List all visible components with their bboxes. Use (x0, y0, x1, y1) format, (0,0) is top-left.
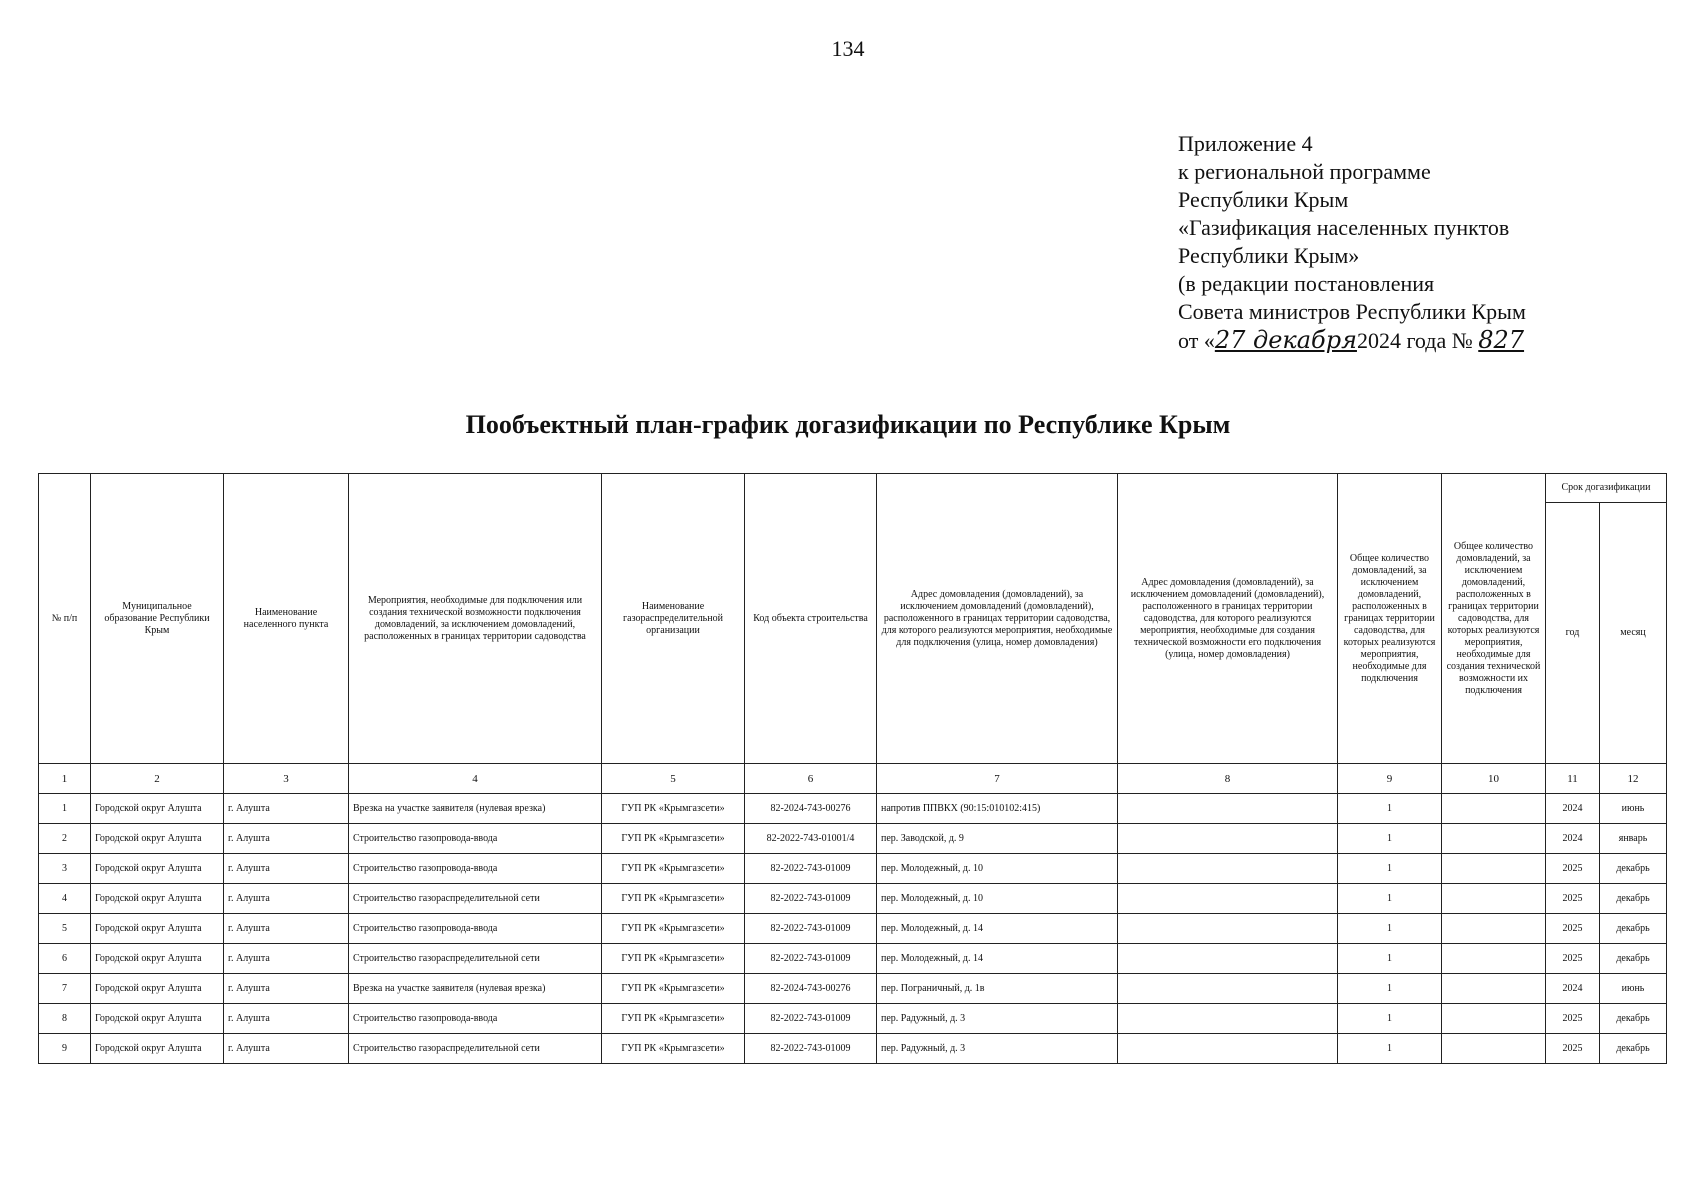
settlement-cell: г. Алушта (224, 914, 349, 944)
address-tech-cell (1118, 884, 1338, 914)
column-number: 5 (602, 764, 745, 794)
header-month: месяц (1600, 503, 1667, 764)
row-number: 4 (39, 884, 91, 914)
table-row (39, 854, 1667, 884)
measure-cell: Строительство газопровода-ввода (349, 854, 602, 884)
appendix-line: Республики Крым (1178, 187, 1349, 212)
header-year: год (1546, 503, 1600, 764)
column-number: 4 (349, 764, 602, 794)
column-number: 3 (224, 764, 349, 794)
organization-cell: ГУП РК «Крымгазсети» (602, 854, 745, 884)
column-number-row (39, 764, 1667, 794)
month-cell: декабрь (1600, 1034, 1667, 1064)
month-cell: декабрь (1600, 884, 1667, 914)
header-municipality: Муниципальное образование Республики Крым (91, 474, 224, 764)
column-number: 10 (1442, 764, 1546, 794)
table-body (39, 794, 1667, 1064)
municipality-cell: Городской округ Алушта (91, 974, 224, 1004)
table-row (39, 884, 1667, 914)
year-cell: 2024 (1546, 974, 1600, 1004)
count-tech-cell (1442, 824, 1546, 854)
address-tech-cell (1118, 914, 1338, 944)
organization-cell: ГУП РК «Крымгазсети» (602, 944, 745, 974)
count-tech-cell (1442, 794, 1546, 824)
header-settlement: Наименование населенного пункта (224, 474, 349, 764)
header-object-code: Код объекта строительства (745, 474, 877, 764)
municipality-cell: Городской округ Алушта (91, 1004, 224, 1034)
address-tech-cell (1118, 854, 1338, 884)
count-tech-cell (1442, 914, 1546, 944)
table-row (39, 824, 1667, 854)
plan-table (38, 473, 1667, 1064)
object-code-cell: 82-2022-743-01009 (745, 1004, 877, 1034)
municipality-cell: Городской округ Алушта (91, 1034, 224, 1064)
address-connect-cell: пер. Пограничный, д. 1в (877, 974, 1118, 1004)
address-tech-cell (1118, 824, 1338, 854)
address-connect-cell: пер. Молодежный, д. 14 (877, 944, 1118, 974)
date-suffix: 2024 года № (1356, 328, 1473, 353)
header-address-tech: Адрес домовладения (домовладений), за исключением домовладений (домовладений), расположенного в границах территории садоводства, для которого реализуются мероприятия, необходимые для создания технической возможности его подключения (улица, номер домовладения) (1118, 474, 1338, 764)
settlement-cell: г. Алушта (224, 944, 349, 974)
count-connect-cell: 1 (1338, 914, 1442, 944)
header-term-group: Срок догазификации (1546, 474, 1667, 503)
measure-cell: Строительство газопровода-ввода (349, 914, 602, 944)
table-row (39, 974, 1667, 1004)
settlement-cell: г. Алушта (224, 854, 349, 884)
handwritten-date: 27 декабря (1214, 326, 1357, 354)
measure-cell: Строительство газораспределительной сети (349, 1034, 602, 1064)
row-number: 5 (39, 914, 91, 944)
count-connect-cell: 1 (1338, 884, 1442, 914)
address-tech-cell (1118, 944, 1338, 974)
address-connect-cell: пер. Молодежный, д. 14 (877, 914, 1118, 944)
object-code-cell: 82-2022-743-01009 (745, 854, 877, 884)
header-organization: Наименование газораспределительной организации (602, 474, 745, 764)
count-tech-cell (1442, 884, 1546, 914)
column-number: 6 (745, 764, 877, 794)
year-cell: 2025 (1546, 1004, 1600, 1034)
address-connect-cell: пер. Молодежный, д. 10 (877, 854, 1118, 884)
page-number: 134 (831, 36, 865, 61)
settlement-cell: г. Алушта (224, 974, 349, 1004)
object-code-cell: 82-2022-743-01009 (745, 884, 877, 914)
count-tech-cell (1442, 1004, 1546, 1034)
header-count-connect: Общее количество домовладений, за исключением домовладений, расположенных в границах территории садоводства, для которых реализуются мероприятия, необходимые для подключения (1338, 474, 1442, 764)
header-address-connect: Адрес домовладения (домовладений), за исключением домовладений (домовладений), расположенного в границах территории садоводства, для которого реализуются мероприятия, необходимые для подключения (улица, номер домовладения) (877, 474, 1118, 764)
row-number: 6 (39, 944, 91, 974)
count-connect-cell: 1 (1338, 1004, 1442, 1034)
month-cell: июнь (1600, 974, 1667, 1004)
address-tech-cell (1118, 1034, 1338, 1064)
year-cell: 2025 (1546, 854, 1600, 884)
address-connect-cell: пер. Радужный, д. 3 (877, 1004, 1118, 1034)
municipality-cell: Городской округ Алушта (91, 944, 224, 974)
organization-cell: ГУП РК «Крымгазсети» (602, 1034, 745, 1064)
column-number: 8 (1118, 764, 1338, 794)
object-code-cell: 82-2022-743-01009 (745, 1034, 877, 1064)
appendix-line: Совета министров Республики Крым (1178, 299, 1526, 324)
measure-cell: Врезка на участке заявителя (нулевая врезка) (349, 974, 602, 1004)
month-cell: январь (1600, 824, 1667, 854)
settlement-cell: г. Алушта (224, 884, 349, 914)
object-code-cell: 82-2022-743-01009 (745, 944, 877, 974)
organization-cell: ГУП РК «Крымгазсети» (602, 974, 745, 1004)
appendix-date-line (1178, 326, 1598, 355)
handwritten-number: 827 (1478, 326, 1525, 354)
row-number: 7 (39, 974, 91, 1004)
header-measures: Мероприятия, необходимые для подключения или создания технической возможности подключения домовладений, за исключением домовладений, расположенных в границах территории садоводства (349, 474, 602, 764)
count-connect-cell: 1 (1338, 1034, 1442, 1064)
year-cell: 2025 (1546, 884, 1600, 914)
object-code-cell: 82-2022-743-01001/4 (745, 824, 877, 854)
object-code-cell: 82-2024-743-00276 (745, 974, 877, 1004)
month-cell: декабрь (1600, 944, 1667, 974)
organization-cell: ГУП РК «Крымгазсети» (602, 914, 745, 944)
count-connect-cell: 1 (1338, 974, 1442, 1004)
table-row (39, 1034, 1667, 1064)
row-number: 3 (39, 854, 91, 884)
address-connect-cell: пер. Молодежный, д. 10 (877, 884, 1118, 914)
address-tech-cell (1118, 974, 1338, 1004)
table-row (39, 794, 1667, 824)
settlement-cell: г. Алушта (224, 1004, 349, 1034)
object-code-cell: 82-2024-743-00276 (745, 794, 877, 824)
count-connect-cell: 1 (1338, 824, 1442, 854)
organization-cell: ГУП РК «Крымгазсети» (602, 1004, 745, 1034)
header-num: № п/п (39, 474, 91, 764)
measure-cell: Строительство газопровода-ввода (349, 1004, 602, 1034)
month-cell: июнь (1600, 794, 1667, 824)
year-cell: 2025 (1546, 914, 1600, 944)
column-number: 11 (1546, 764, 1600, 794)
row-number: 1 (39, 794, 91, 824)
address-connect-cell: пер. Радужный, д. 3 (877, 1034, 1118, 1064)
address-tech-cell (1118, 1004, 1338, 1034)
measure-cell: Строительство газораспределительной сети (349, 884, 602, 914)
year-cell: 2025 (1546, 1034, 1600, 1064)
appendix-block (1178, 130, 1598, 355)
count-tech-cell (1442, 974, 1546, 1004)
municipality-cell: Городской округ Алушта (91, 884, 224, 914)
measure-cell: Строительство газопровода-ввода (349, 824, 602, 854)
row-number: 8 (39, 1004, 91, 1034)
measure-cell: Строительство газораспределительной сети (349, 944, 602, 974)
municipality-cell: Городской округ Алушта (91, 824, 224, 854)
count-tech-cell (1442, 944, 1546, 974)
address-connect-cell: пер. Заводской, д. 9 (877, 824, 1118, 854)
appendix-line: «Газификация населенных пунктов (1178, 215, 1510, 240)
date-prefix: от « (1178, 328, 1215, 353)
municipality-cell: Городской округ Алушта (91, 854, 224, 884)
settlement-cell: г. Алушта (224, 824, 349, 854)
settlement-cell: г. Алушта (224, 794, 349, 824)
municipality-cell: Городской округ Алушта (91, 794, 224, 824)
column-number: 2 (91, 764, 224, 794)
count-tech-cell (1442, 854, 1546, 884)
row-number: 2 (39, 824, 91, 854)
organization-cell: ГУП РК «Крымгазсети» (602, 884, 745, 914)
organization-cell: ГУП РК «Крымгазсети» (602, 794, 745, 824)
year-cell: 2024 (1546, 794, 1600, 824)
table-row (39, 1004, 1667, 1034)
row-number: 9 (39, 1034, 91, 1064)
count-connect-cell: 1 (1338, 944, 1442, 974)
municipality-cell: Городской округ Алушта (91, 914, 224, 944)
month-cell: декабрь (1600, 914, 1667, 944)
month-cell: декабрь (1600, 854, 1667, 884)
column-number: 9 (1338, 764, 1442, 794)
settlement-cell: г. Алушта (224, 1034, 349, 1064)
count-connect-cell: 1 (1338, 854, 1442, 884)
table-row (39, 944, 1667, 974)
appendix-line: (в редакции постановления (1178, 271, 1435, 296)
month-cell: декабрь (1600, 1004, 1667, 1034)
object-code-cell: 82-2022-743-01009 (745, 914, 877, 944)
column-number: 1 (39, 764, 91, 794)
column-number: 12 (1600, 764, 1667, 794)
year-cell: 2025 (1546, 944, 1600, 974)
year-cell: 2024 (1546, 824, 1600, 854)
count-connect-cell: 1 (1338, 794, 1442, 824)
document-title: Пообъектный план-график догазификации по Республике Крым (465, 410, 1231, 439)
count-tech-cell (1442, 1034, 1546, 1064)
appendix-line: Приложение 4 (1178, 131, 1313, 156)
header-count-tech: Общее количество домовладений, за исключением домовладений, расположенных в границах территории садоводства, для которых реализуются мероприятия, необходимые для создания технической возможности их подключения (1442, 474, 1546, 764)
address-connect-cell: напротив ППВКХ (90:15:010102:415) (877, 794, 1118, 824)
appendix-line: Республики Крым» (1178, 243, 1360, 268)
table-row (39, 914, 1667, 944)
organization-cell: ГУП РК «Крымгазсети» (602, 824, 745, 854)
appendix-line: к региональной программе (1178, 159, 1431, 184)
measure-cell: Врезка на участке заявителя (нулевая врезка) (349, 794, 602, 824)
address-tech-cell (1118, 794, 1338, 824)
column-number: 7 (877, 764, 1118, 794)
